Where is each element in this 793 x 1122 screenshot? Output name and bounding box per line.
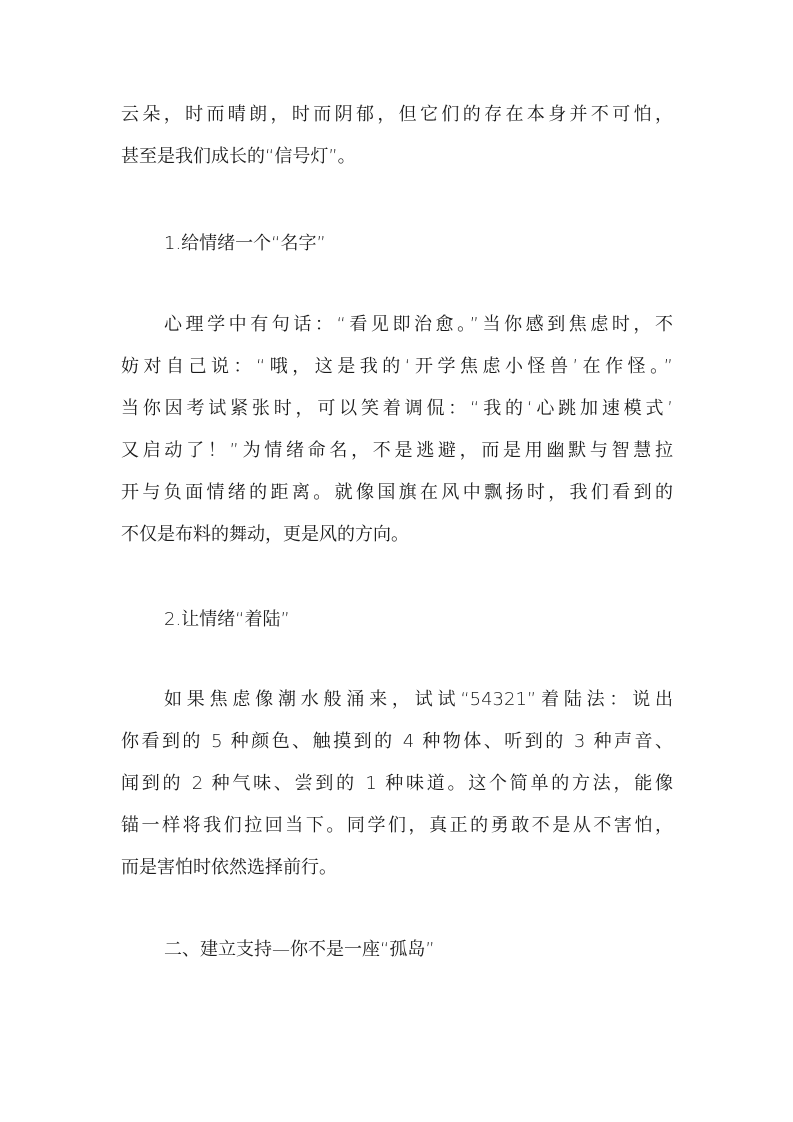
text-line: 云朵，时而晴朗，时而阴郁，但它们的存在本身并不可怕，: [121, 104, 673, 125]
text-line: 妨对自己说：“哦，这是我的‘开学焦虑小怪兽’在作怪。”: [121, 356, 673, 377]
text-line: 甚至是我们成长的“信号灯”。: [121, 146, 356, 167]
section-heading: 1.给情绪一个“名字”: [164, 233, 326, 254]
text-line: 当你因考试紧张时，可以笑着调侃：“我的‘心跳加速模式’: [121, 398, 673, 419]
text-line: 你看到的 5 种颜色、触摸到的 4 种物体、听到的 3 种声音、: [121, 731, 673, 752]
section-heading: 2.让情绪“着陆”: [164, 609, 290, 630]
text-line: 闻到的 2 种气味、尝到的 1 种味道。这个简单的方法，能像: [121, 773, 673, 794]
text-line: 不仅是布料的舞动，更是风的方向。: [121, 524, 409, 545]
text-line: 心理学中有句话：“看见即治愈。”当你感到焦虑时，不: [164, 314, 673, 335]
text-line: 而是害怕时依然选择前行。: [121, 857, 337, 878]
text-line: 锚一样将我们拉回当下。同学们，真正的勇敢不是从不害怕，: [121, 815, 673, 836]
section-heading: 二、建立支持—你不是一座“孤岛”: [164, 939, 435, 960]
text-line: 如果焦虑像潮水般涌来，试试“54321”着陆法：说出: [164, 689, 673, 710]
text-line: 开与负面情绪的距离。就像国旗在风中飘扬时，我们看到的: [121, 482, 673, 503]
text-line: 又启动了！”为情绪命名，不是逃避，而是用幽默与智慧拉: [121, 440, 673, 461]
